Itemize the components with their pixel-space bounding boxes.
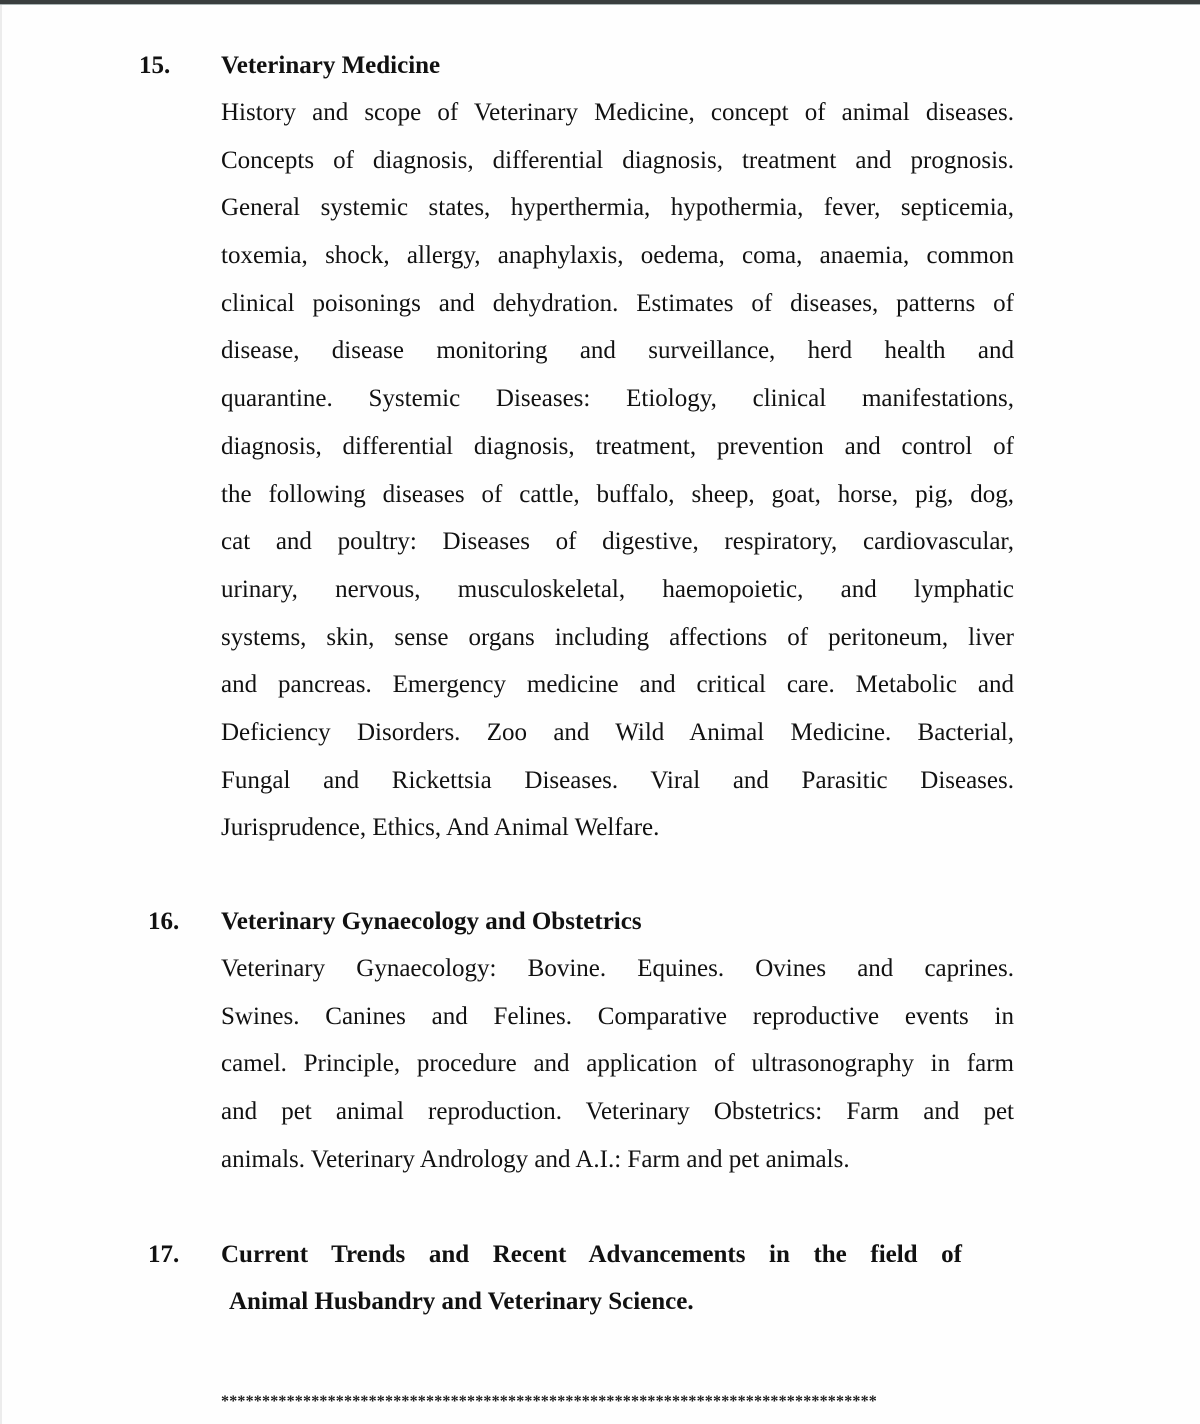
body-line: General systemic states, hyperthermia, hypothermia, fever, septicemia,: [221, 194, 1014, 222]
section-title-line-1: Current Trends and Recent Advancements in the field of: [221, 1241, 962, 1268]
body-line: Concepts of diagnosis, differential diagnosis, treatment and prognosis.: [221, 146, 1014, 174]
body-line: Veterinary Gynaecology: Bovine. Equines. Ovines and caprines.: [221, 955, 1014, 982]
body-line: diagnosis, differential diagnosis, treatment, prevention and control of: [221, 432, 1014, 460]
section-body: [221, 89, 1014, 852]
body-line: quarantine. Systemic Diseases: Etiology, clinical manifestations,: [221, 385, 1014, 413]
body-line: Deficiency Disorders. Zoo and Wild Animal Medicine. Bacterial,: [221, 718, 1014, 746]
section-body: [221, 945, 1014, 1183]
section-title-line-2: Animal Husbandry and Veterinary Science.: [229, 1288, 694, 1315]
body-line: Swines. Canines and Felines. Comparative reproductive events in: [221, 1002, 1014, 1030]
body-line: clinical poisonings and dehydration. Estimates of diseases, patterns of: [221, 289, 1014, 317]
body-line: urinary, nervous, musculoskeletal, haemopoietic, and lymphatic: [221, 575, 1014, 603]
body-line: and pet animal reproduction. Veterinary Obstetrics: Farm and pet: [221, 1098, 1014, 1126]
body-line: disease, disease monitoring and surveillance, herd health and: [221, 337, 1014, 365]
section-number: 16.: [148, 908, 180, 935]
section-number: 15.: [139, 52, 171, 79]
section-number: 17.: [148, 1241, 180, 1268]
section-title: Veterinary Medicine: [221, 52, 441, 79]
page-left-edge: [0, 5, 2, 1424]
body-line: Jurisprudence, Ethics, And Animal Welfare.: [221, 814, 660, 842]
body-line: camel. Principle, procedure and application of ultrasonography in farm: [221, 1050, 1014, 1078]
body-line: History and scope of Veterinary Medicine, concept of animal diseases.: [221, 99, 1014, 126]
end-of-document-marker: ********************************************************************************: [221, 1393, 877, 1410]
section-title: Veterinary Gynaecology and Obstetrics: [221, 908, 642, 935]
body-line: the following diseases of cattle, buffalo, sheep, goat, horse, pig, dog,: [221, 480, 1014, 508]
viewer-top-bar: [0, 0, 1200, 5]
body-line: Fungal and Rickettsia Diseases. Viral and Parasitic Diseases.: [221, 766, 1014, 794]
body-line: toxemia, shock, allergy, anaphylaxis, oedema, coma, anaemia, common: [221, 242, 1014, 270]
body-line: cat and poultry: Diseases of digestive, respiratory, cardiovascular,: [221, 528, 1014, 556]
body-line: systems, skin, sense organs including affections of peritoneum, liver: [221, 623, 1014, 651]
body-line: and pancreas. Emergency medicine and critical care. Metabolic and: [221, 671, 1014, 699]
body-line: animals. Veterinary Andrology and A.I.: Farm and pet animals.: [221, 1145, 850, 1173]
